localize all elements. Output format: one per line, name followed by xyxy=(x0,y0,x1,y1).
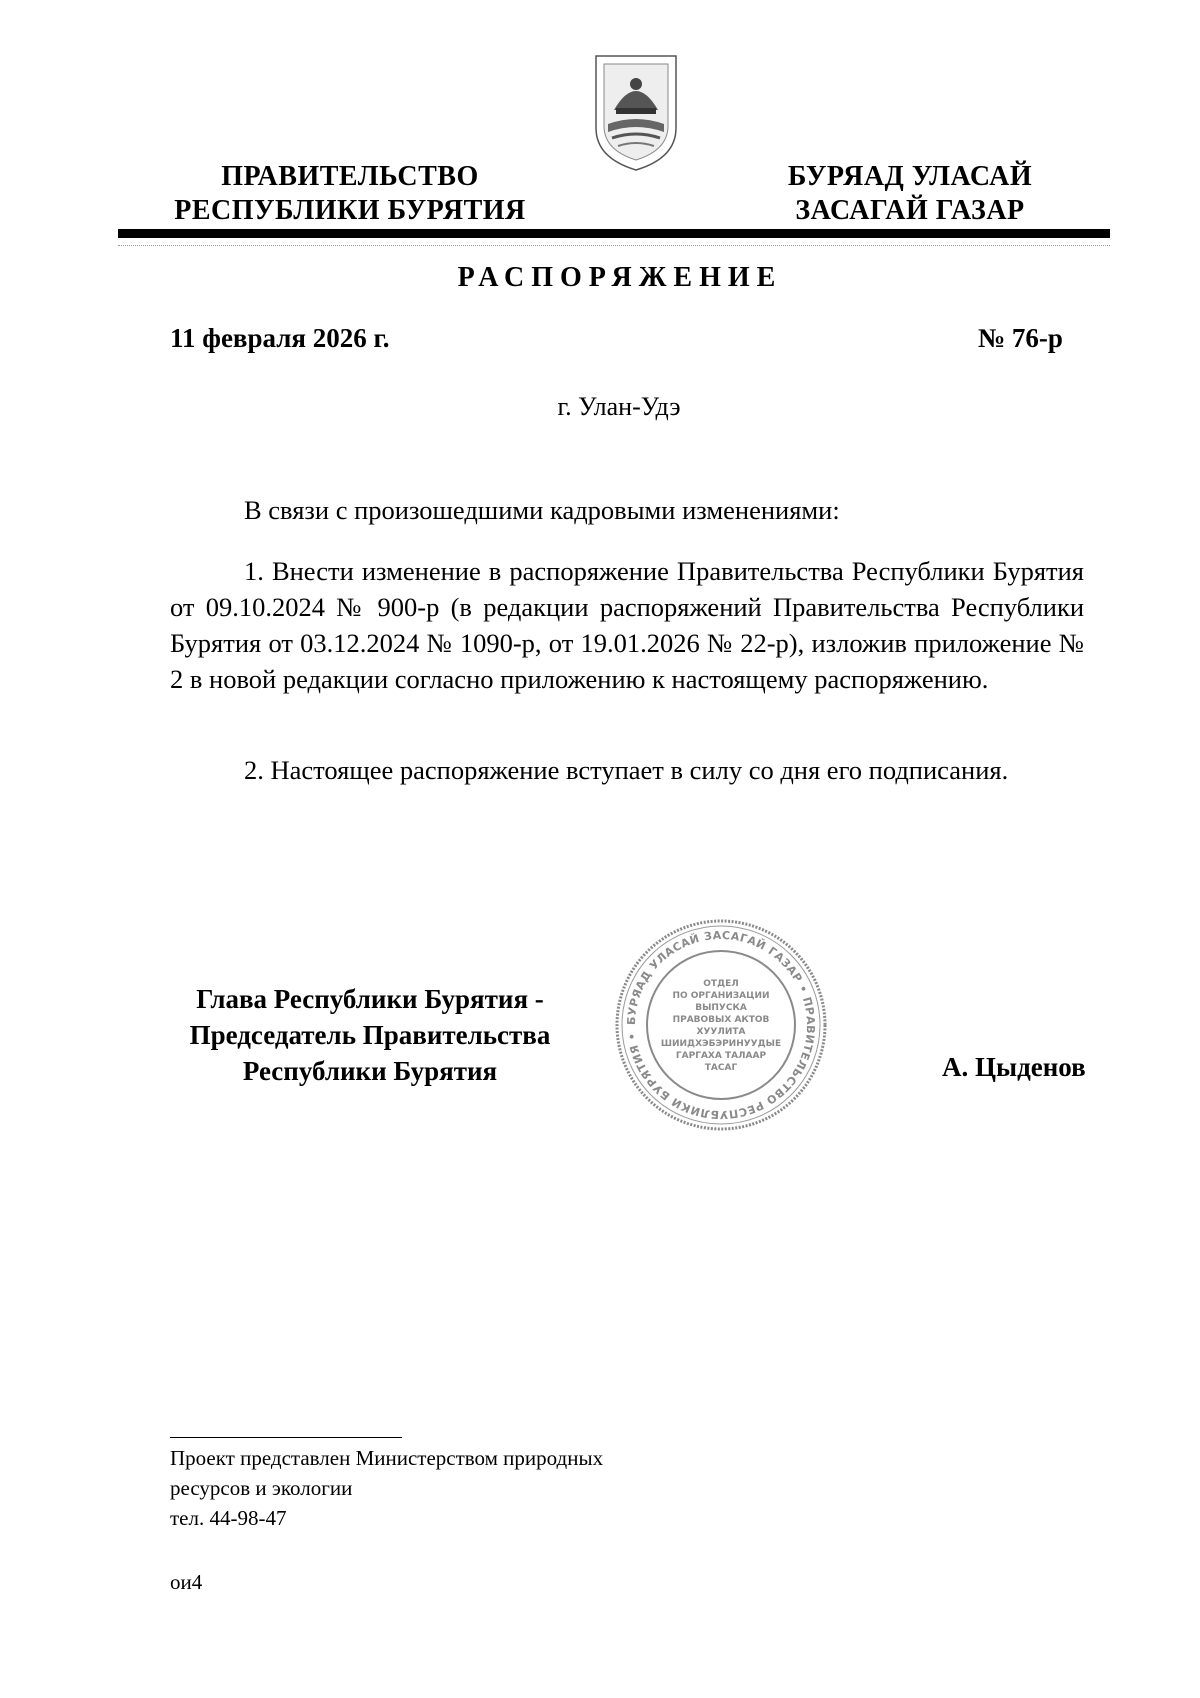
footnote-line1: Проект представлен Министерством природных xyxy=(170,1446,604,1470)
seal-inner-line: ПО ОРГАНИЗАЦИИ xyxy=(672,991,770,1001)
header-left xyxy=(150,160,550,228)
header-left-line2: РЕСПУБЛИКИ БУРЯТИЯ xyxy=(174,195,526,226)
document-date: 11 февраля 2026 г. xyxy=(170,323,390,353)
header-right-line1: БУРЯАД УЛАСАЙ xyxy=(787,161,1033,192)
official-seal-icon xyxy=(614,918,828,1132)
header-left-line1: ПРАВИТЕЛЬСТВО xyxy=(221,161,479,192)
seal-inner-line: ОТДЕЛ xyxy=(703,979,739,989)
document-number: № 76-р xyxy=(978,323,1063,353)
seal-inner-line: ШИИДХЭБЭРИНУУДЫЕ xyxy=(660,1039,782,1049)
seal-inner-line: ГАРГАХА ТАЛААР xyxy=(675,1051,767,1061)
seal-outer-ring-text: БУРЯАД УЛАСАЙ ЗАСАГАЙ ГАЗАР • ПРАВИТЕЛЬСТВО РЕСПУБЛИКИ БУРЯТИЯ • xyxy=(624,928,818,1122)
seal-inner-line: ВЫПУСКА xyxy=(695,1003,747,1013)
body-intro: В связи с произошедшими кадровыми изменениями: xyxy=(244,495,840,525)
document-type-title: РАСПОРЯЖЕНИЕ xyxy=(457,262,783,293)
signatory-position-line2: Председатель Правительства xyxy=(189,1020,551,1050)
body-item-1: 1. Внести изменение в распоряжение Правительства Республики Бурятия от 09.10.2024 № 900-р (в редакции распоряжений Правительства Республики Бурятия от 03.12.2024 № 1090-р, от 19.01.2026 № 22-р), изложив приложение № 2 в новой редакции согласно приложению к настоящему распоряжению. xyxy=(170,556,1084,694)
header-divider-thick xyxy=(118,229,1110,238)
footnote-divider xyxy=(170,1437,402,1438)
footnote xyxy=(170,1443,603,1533)
body-item-2: 2. Настоящее распоряжение вступает в силу со дня его подписания. xyxy=(244,755,1009,785)
document-city: г. Улан-Удэ xyxy=(557,392,681,421)
coat-of-arms-icon xyxy=(590,50,682,174)
header-right-line2: ЗАСАГАЙ ГАЗАР xyxy=(795,195,1025,226)
header-right xyxy=(760,160,1060,228)
seal-inner-line: ПРАВОВЫХ АКТОВ xyxy=(672,1015,770,1025)
footnote-phone: тел. 44-98-47 xyxy=(170,1506,287,1530)
document-code: ои4 xyxy=(170,1570,203,1594)
footnote-line2: ресурсов и экологии xyxy=(170,1476,353,1500)
signatory-name: А. Цыденов xyxy=(942,1052,1086,1082)
signatory-position-line1: Глава Республики Бурятия - xyxy=(196,984,544,1014)
seal-inner-line: ТАСАГ xyxy=(704,1063,738,1073)
signatory-position xyxy=(150,981,590,1089)
seal-inner-line: ХУУЛИТА xyxy=(696,1027,746,1037)
signatory-position-line3: Республики Бурятия xyxy=(242,1056,498,1086)
header-divider-thin xyxy=(118,245,1110,246)
